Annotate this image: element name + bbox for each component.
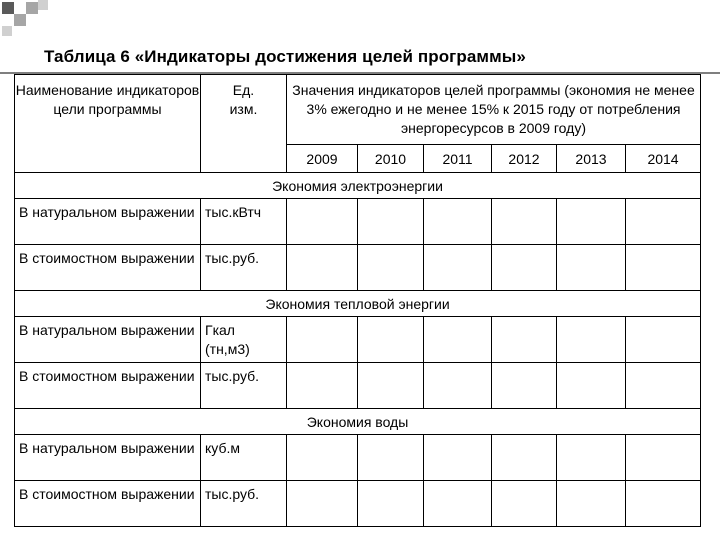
value-cell bbox=[557, 435, 626, 481]
deco-square bbox=[2, 2, 14, 14]
value-cell bbox=[492, 363, 557, 409]
section-row bbox=[15, 291, 701, 317]
row-unit: тыс.руб. bbox=[201, 363, 287, 409]
value-cell bbox=[358, 363, 424, 409]
section-title: Экономия тепловой энергии bbox=[15, 291, 701, 317]
row-label: В натуральном выражении bbox=[15, 317, 201, 363]
year-cell: 2014 bbox=[626, 145, 701, 173]
value-cell bbox=[287, 199, 358, 245]
value-cell bbox=[626, 317, 701, 363]
section-title: Экономия электроэнергии bbox=[15, 173, 701, 199]
row-unit: тыс.кВтч bbox=[201, 199, 287, 245]
deco-square bbox=[2, 26, 12, 36]
value-cell bbox=[424, 317, 492, 363]
value-cell bbox=[358, 199, 424, 245]
header-unit-text: Ед. изм. bbox=[229, 82, 258, 117]
indicators-table bbox=[14, 74, 701, 527]
value-cell bbox=[358, 481, 424, 527]
value-cell bbox=[557, 317, 626, 363]
table-row bbox=[15, 363, 701, 409]
header-values-cell: Значения индикаторов целей программы (экономия не менее 3% ежегодно и не менее 15% к 2015 году от потребления энергоресурсов в 2009 году) bbox=[287, 75, 701, 145]
header-row bbox=[15, 75, 701, 145]
value-cell bbox=[424, 435, 492, 481]
value-cell bbox=[557, 199, 626, 245]
row-label: В натуральном выражении bbox=[15, 435, 201, 481]
deco-square bbox=[26, 2, 38, 14]
value-cell bbox=[492, 435, 557, 481]
deco-square bbox=[14, 14, 26, 26]
value-cell bbox=[557, 481, 626, 527]
row-unit: тыс.руб. bbox=[201, 245, 287, 291]
table-row bbox=[15, 199, 701, 245]
header-name-cell: Наименование индикаторов цели программы bbox=[15, 75, 201, 173]
section-title: Экономия воды bbox=[15, 409, 701, 435]
value-cell bbox=[492, 317, 557, 363]
row-label: В натуральном выражении bbox=[15, 199, 201, 245]
year-cell: 2009 bbox=[287, 145, 358, 173]
row-unit bbox=[201, 317, 287, 363]
table-row bbox=[15, 481, 701, 527]
year-cell: 2011 bbox=[424, 145, 492, 173]
value-cell bbox=[492, 199, 557, 245]
section-row bbox=[15, 173, 701, 199]
value-cell bbox=[626, 245, 701, 291]
row-label: В стоимостном выражении bbox=[15, 245, 201, 291]
year-cell: 2013 bbox=[557, 145, 626, 173]
deco-square bbox=[38, 0, 48, 10]
year-cell: 2012 bbox=[492, 145, 557, 173]
section-row bbox=[15, 409, 701, 435]
value-cell bbox=[626, 435, 701, 481]
decorative-squares bbox=[0, 0, 60, 40]
table-row bbox=[15, 245, 701, 291]
value-cell bbox=[287, 363, 358, 409]
row-unit: тыс.руб. bbox=[201, 481, 287, 527]
value-cell bbox=[626, 363, 701, 409]
value-cell bbox=[424, 199, 492, 245]
table-title: Таблица 6 «Индикаторы достижения целей программы» bbox=[44, 47, 526, 66]
value-cell bbox=[424, 245, 492, 291]
value-cell bbox=[492, 481, 557, 527]
value-cell bbox=[287, 245, 358, 291]
value-cell bbox=[287, 435, 358, 481]
row-unit: куб.м bbox=[201, 435, 287, 481]
value-cell bbox=[557, 363, 626, 409]
table-row bbox=[15, 317, 701, 363]
table-row bbox=[15, 435, 701, 481]
year-cell: 2010 bbox=[358, 145, 424, 173]
value-cell bbox=[492, 245, 557, 291]
header-unit-cell bbox=[201, 75, 287, 173]
row-unit-text: Гкал (тн,м3) bbox=[205, 322, 250, 357]
value-cell bbox=[358, 317, 424, 363]
row-label: В стоимостном выражении bbox=[15, 363, 201, 409]
value-cell bbox=[424, 363, 492, 409]
value-cell bbox=[626, 199, 701, 245]
value-cell bbox=[358, 245, 424, 291]
value-cell bbox=[557, 245, 626, 291]
row-label: В стоимостном выражении bbox=[15, 481, 201, 527]
value-cell bbox=[626, 481, 701, 527]
value-cell bbox=[287, 317, 358, 363]
value-cell bbox=[424, 481, 492, 527]
value-cell bbox=[287, 481, 358, 527]
value-cell bbox=[358, 435, 424, 481]
